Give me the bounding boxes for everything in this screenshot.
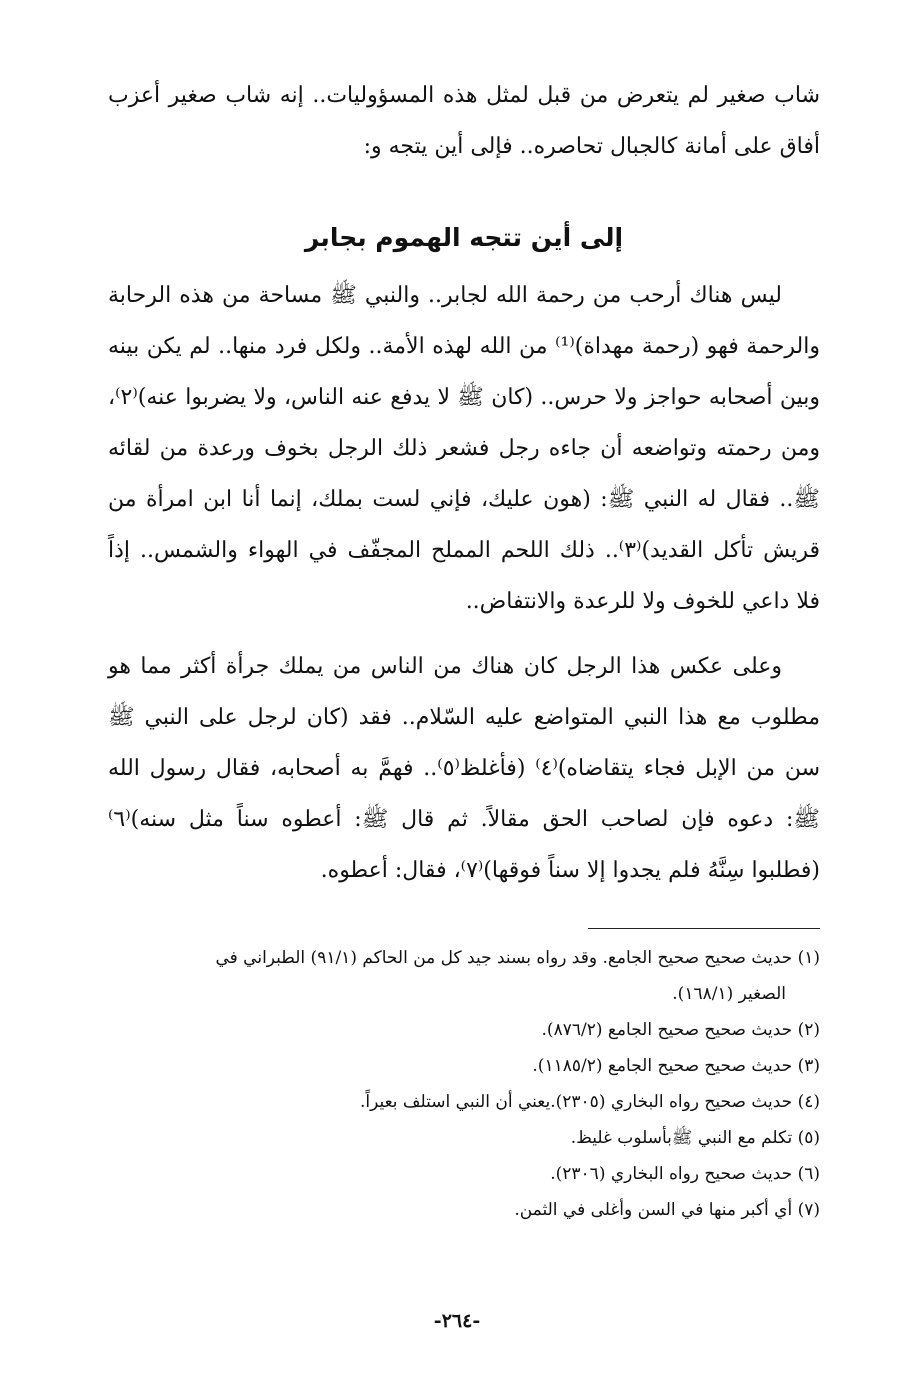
footnote-4: (٤) حديث صحيح رواه البخاري (٢٣٠٥).يعني أن النبي استلف بعيراً. <box>359 1092 820 1112</box>
footnote-1: (١) حديث صحيح صحيح الجامع. وقد رواه بسند جيد كل من الحاكم (٩١/١) الطبراني في <box>215 948 820 968</box>
footnote-2: (٢) حديث صحيح صحيح الجامع (٨٧٦/٢). <box>541 1020 820 1040</box>
footnote-3: (٣) حديث صحيح صحيح الجامع (١١٨٥/٢). <box>532 1056 820 1076</box>
footnote-7: (٧) أي أكبر منها في السن وأغلى في الثمن. <box>514 1200 820 1220</box>
footnote-5: (٥) تكلم مع النبي ﷺبأسلوب غليظ. <box>570 1128 820 1148</box>
footnotes-list <box>108 940 820 1228</box>
footnote-1-continuation: الصغير (١٦٨/١). <box>672 984 786 1004</box>
footnote-separator <box>588 928 820 929</box>
page-number: -٢٦٤- <box>433 1310 481 1332</box>
body-paragraph-2: ليس هناك أرحب من رحمة الله لجابر.. والنبي ﷺ مساحة من هذه الرحابة والرحمة فهو (رحمة مهداة)⁽¹⁾ من الله لهذه الأمة.. ولكل فرد منها.. لم يكن بينه وبين أصحابه حواجز ولا حرس.. (كان ﷺ لا يدفع عنه الناس، ولا يضربوا عنه)⁽٢⁾، ومن رحمته وتواضعه أن جاءه رجل فشعر ذلك الرجل بخوف ورعدة من لقائه ﷺ.. فقال له النبي ﷺ: (هون عليك، فإني لست بملك، إنما أنا ابن امرأة من قريش تأكل القديد)⁽٣⁾.. ذلك اللحم المملح المجفّف في الهواء والشمس.. إذاً فلا داعي للخوف ولا للرعدة والانتفاض.. <box>108 283 820 614</box>
body-paragraph-1: شاب صغير لم يتعرض من قبل لمثل هذه المسؤوليات.. إنه شاب صغير أعزب أفاق على أمانة كالجبال تحاصره.. فإلى أين يتجه و: <box>108 83 820 159</box>
footnote-6: (٦) حديث صحيح رواه البخاري (٢٣٠٦). <box>550 1164 820 1184</box>
body-paragraph-3: وعلى عكس هذا الرجل كان هناك من الناس من يملك جرأة أكثر مما هو مطلوب مع هذا النبي المتواضع عليه السّلام.. فقد (كان لرجل على النبي ﷺ سن من الإبل فجاء يتقاضاه)⁽٤⁾ (فأغلظ⁽٥⁾.. فهمَّ به أصحابه، فقال رسول الله ﷺ: دعوه فإن لصاحب الحق مقالاً. ثم قال ﷺ: أعطوه سناً مثل سنه)⁽٦⁾ (فطلبوا سِنَّهُ فلم يجدوا إلا سناً فوقها)⁽٧⁾، فقال: أعطوه. <box>108 654 821 883</box>
section-heading: إلى أين تتجه الهموم بجابر <box>304 223 624 252</box>
